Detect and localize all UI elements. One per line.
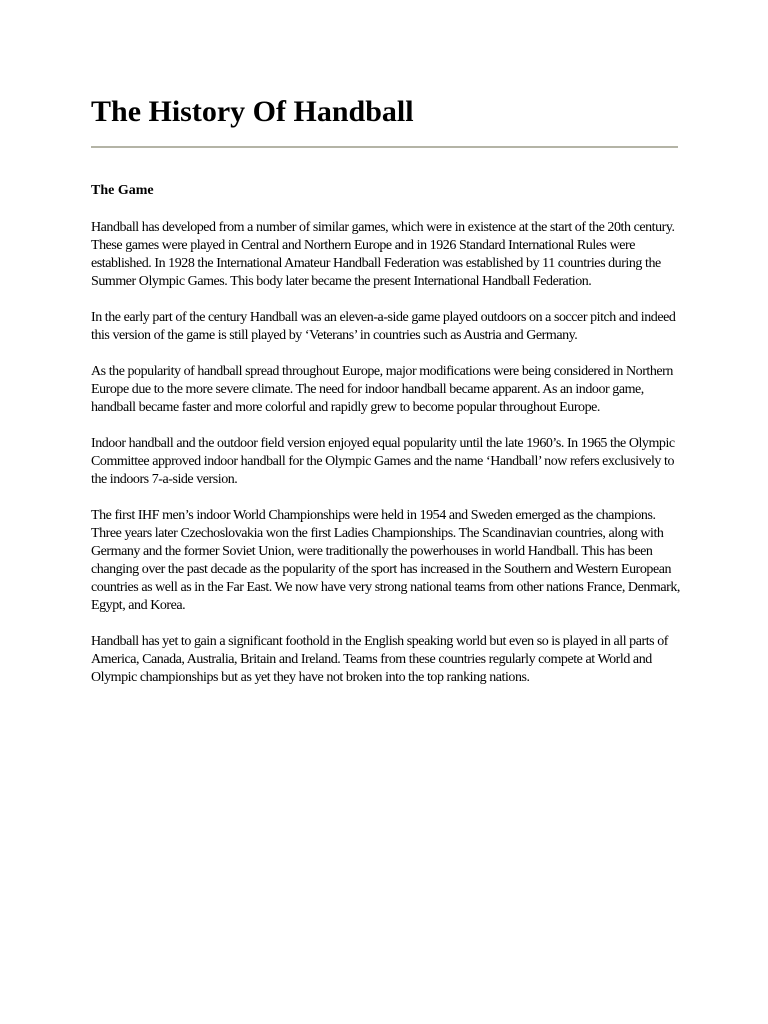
paragraph: As the popularity of handball spread throughout Europe, major modifications were being considered in Northern Europe due to the more severe climate. The need for indoor handball became apparent. As an indoor game, handball became faster and more colorful and rapidly grew to become popular throughout Europe. (91, 364, 673, 415)
paragraph: Indoor handball and the outdoor field version enjoyed equal popularity until the late 1960’s. In 1965 the Olympic Committee approved indoor handball for the Olympic Games and the name ‘Handball’ now refers exclusively to the indoors 7-a-side version. (91, 436, 675, 487)
paragraph: In the early part of the century Handball was an eleven-a-side game played outdoors on a soccer pitch and indeed this version of the game is still played by ‘Veterans’ in countries such as Austria and Germany. (91, 310, 676, 343)
paragraph: Handball has developed from a number of similar games, which were in existence at the start of the 20th century. These games were played in Central and Northern Europe and in 1926 Standard International Rules were established. In 1928 the International Amateur Handball Federation was established by 11 countries during the Summer Olympic Games. This body later became the present International Handball Federation. (91, 220, 675, 289)
document-title: The History Of Handball (91, 95, 414, 128)
paragraph: The first IHF men’s indoor World Championships were held in 1954 and Sweden emerged as the champions. Three years later Czechoslovakia won the first Ladies Championships. The Scandinavian countries, along with Germany and the former Soviet Union, were traditionally the powerhouses in world Handball. This has been changing over the past decade as the popularity of the sport has increased in the Southern and Western European countries as well as in the Far East. We now have very strong national teams from other nations France, Denmark, Egypt, and Korea. (91, 508, 680, 613)
title-divider (91, 146, 678, 148)
body-text (91, 219, 681, 705)
section-heading: The Game (91, 183, 154, 198)
paragraph: Handball has yet to gain a significant foothold in the English speaking world but even so is played in all parts of America, Canada, Australia, Britain and Ireland. Teams from these countries regularly compete at World and Olympic championships but as yet they have not broken into the top ranking nations. (91, 634, 668, 685)
